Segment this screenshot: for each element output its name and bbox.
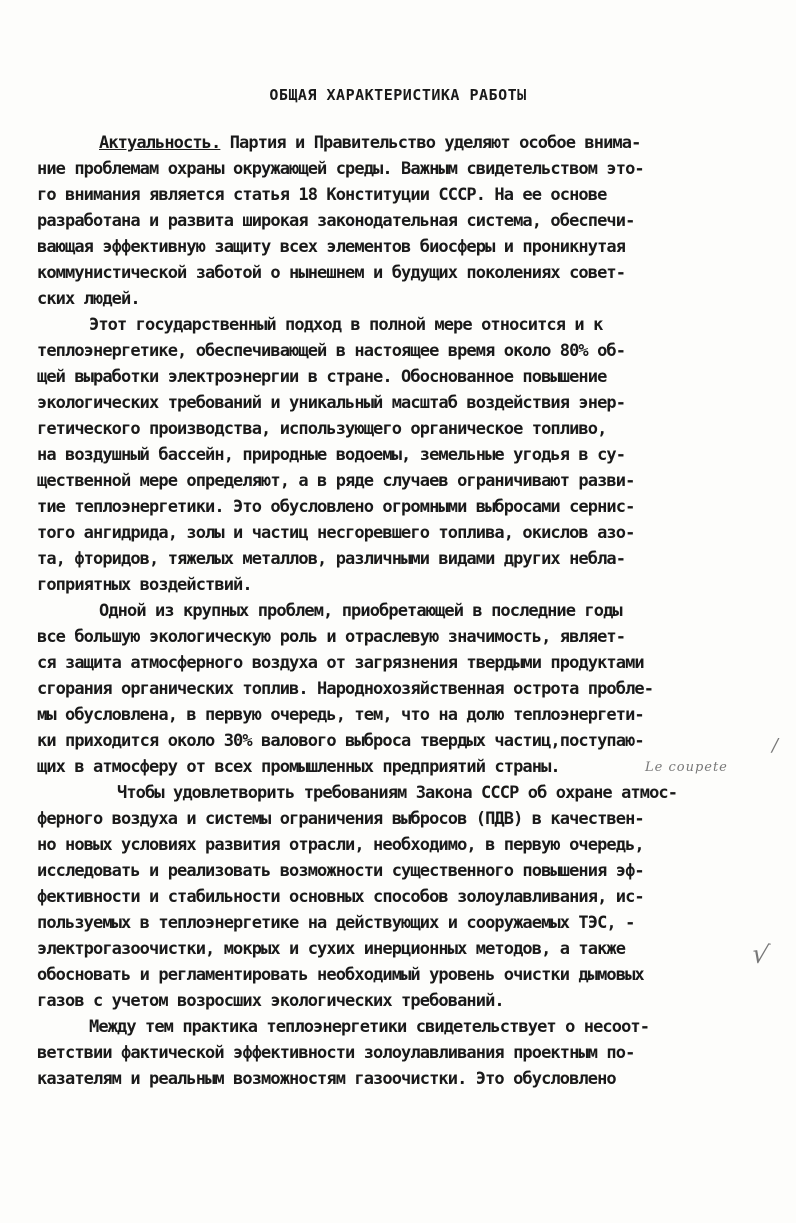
text-line: щей выработки электроэнергии в стране. Обоснованное повышение [37,367,607,387]
handwritten-margin-note: Le coupete [645,760,728,775]
text-line: газов с учетом возросших экологических требований. [37,991,504,1011]
text-line: разработана и развита широкая законодательная система, обеспечи- [37,211,635,231]
text-line: та, фторидов, тяжелых металлов, различными видами других небла- [37,549,626,569]
text-line: исследовать и реализовать возможности существенного повышения эф- [37,861,644,881]
text-line: Этот государственный подход в полной мере относится и к [89,315,603,335]
text-line: го внимания является статья 18 Конституции СССР. На ее основе [37,185,607,205]
document-body [37,130,749,1092]
text-line: тие теплоэнергетики. Это обусловлено огромными выбросами сернис- [37,497,635,517]
text-line: гетического производства, использующего органическое топливо, [37,419,607,439]
text-line: гоприятных воздействий. [37,575,252,595]
text-line: Чтобы удовлетворить требованиям Закона СССР об охране атмос- [117,783,678,803]
text-line: теплоэнергетике, обеспечивающей в настоящее время около 80% об- [37,341,626,361]
text-line: ских людей. [37,289,140,309]
handwritten-check-mark: √ [749,938,772,972]
text-line: мы обусловлена, в первую очередь, тем, что на долю теплоэнергети- [37,705,644,725]
text-line: на воздушный бассейн, природные водоемы, земельные угодья в су- [37,445,626,465]
text-line: Между тем практика теплоэнергетики свидетельствует о несоот- [89,1017,650,1037]
text-line: Одной из крупных проблем, приобретающей в последние годы [99,601,622,621]
text-line: Актуальность. Партия и Правительство уделяют особое внима- [99,133,641,153]
text-line: вающая эффективную защиту всех элементов биосферы и проникнутая [37,237,626,257]
text-line: ветствии фактической эффективности золоулавливания проектным по- [37,1043,635,1063]
handwritten-slash-mark: / [772,735,779,756]
page-title: ОБЩАЯ ХАРАКТЕРИСТИКА РАБОТЫ [269,86,527,104]
text-line: казателям и реальным возможностям газоочистки. Это обусловлено [37,1069,616,1089]
text-line: ки приходится около 30% валового выброса твердых частиц,поступаю- [37,731,644,751]
text-line: коммунистической заботой о нынешнем и будущих поколениях совет- [37,263,626,283]
text-line: экологических требований и уникальный масштаб воздействия энер- [37,393,626,413]
text-line: ние проблемам охраны окружающей среды. Важным свидетельством это- [37,159,644,179]
text-line: ся защита атмосферного воздуха от загрязнения твердыми продуктами [37,653,644,673]
text-line: щих в атмосферу от всех промышленных предприятий страны. [37,757,560,777]
text-line: пользуемых в теплоэнергетике на действующих и сооружаемых ТЭС, - [37,913,635,933]
text-line: ферного воздуха и системы ограничения выбросов (ПДВ) в качествен- [37,809,644,829]
text-line: все большую экологическую роль и отраслевую значимость, являет- [37,627,626,647]
text-line: щественной мере определяют, а в ряде случаев ограничивают разви- [37,471,635,491]
text-line: обосновать и регламентировать необходимый уровень очистки дымовых [37,965,644,985]
text-line: сгорания органических топлив. Народнохозяйственная острота пробле- [37,679,654,699]
section-lead: Актуальность. [99,133,221,153]
text-line: но новых условиях развития отрасли, необходимо, в первую очередь, [37,835,644,855]
text-line: того ангидрида, золы и частиц несгоревшего топлива, окислов азо- [37,523,635,543]
text-line: электрогазоочистки, мокрых и сухих инерционных методов, а также [37,939,626,959]
text-line: фективности и стабильности основных способов золоулавливания, ис- [37,887,644,907]
